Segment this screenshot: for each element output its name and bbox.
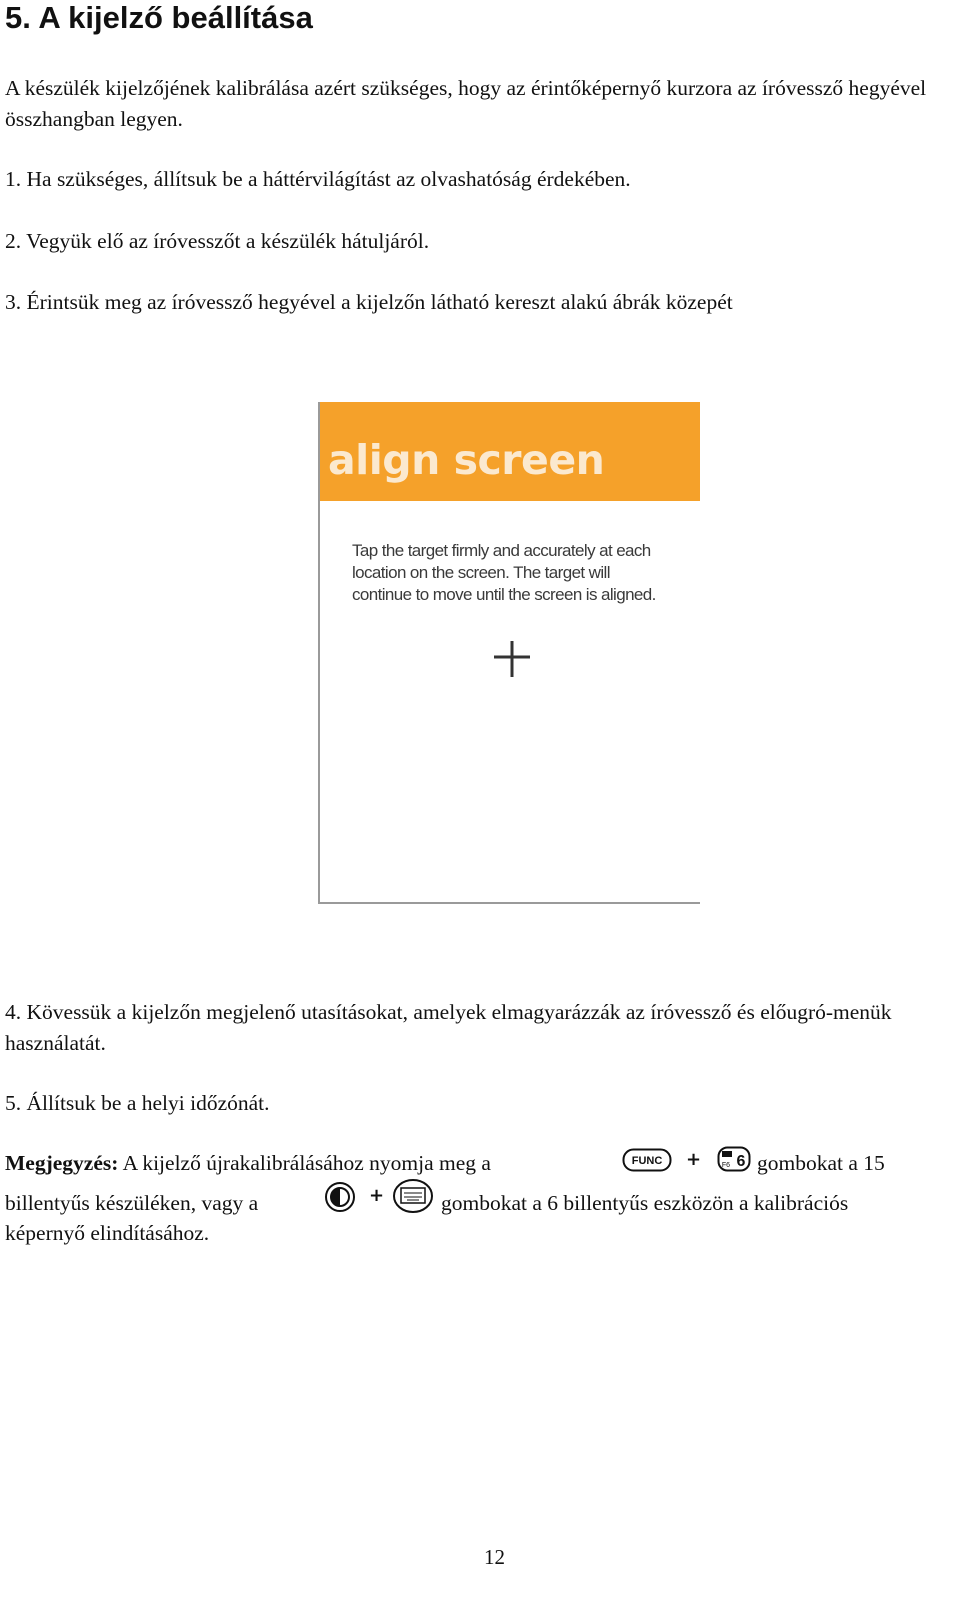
- note-text-1: A kijelző újrakalibrálásához nyomja meg a: [122, 1151, 491, 1175]
- align-screen-title: align screen: [328, 436, 605, 484]
- plus-sign-2: +: [369, 1185, 385, 1206]
- note-text-3: billentyűs készüléken, vagy a: [5, 1191, 259, 1215]
- f6-key-icon: [717, 1146, 751, 1172]
- page-number: 12: [484, 1545, 505, 1569]
- page-heading: 5. A kijelző beállítása: [5, 0, 313, 35]
- note-text-2: gombokat a 15: [757, 1151, 885, 1175]
- step-3: 3. Érintsük meg az íróvessző hegyével a kijelzőn látható kereszt alakú ábrák közepét: [5, 290, 733, 314]
- step-4: 4. Kövessük a kijelzőn megjelenő utasításokat, amelyek elmagyarázzák az íróvessző és előugró-menük használatát.: [5, 1000, 892, 1055]
- contrast-key-icon: [324, 1181, 356, 1213]
- keyboard-key-icon: [392, 1178, 434, 1214]
- func-key-label: FUNC: [631, 1155, 663, 1167]
- note-text-5: képernyő elindításához.: [5, 1221, 210, 1245]
- f6-key-label: 6: [736, 1153, 746, 1170]
- note-text-4: gombokat a 6 billentyűs eszközön a kalibrációs: [441, 1191, 849, 1215]
- align-screen-instruction: Tap the target firmly and accurately at each location on the screen. The target will continue to move until the screen is aligned.: [352, 541, 656, 604]
- align-screen-header: [320, 402, 700, 501]
- crosshair-icon: [492, 639, 532, 679]
- plus-sign-1: +: [686, 1149, 702, 1170]
- align-screen-screenshot: [318, 402, 700, 904]
- step-2: 2. Vegyük elő az íróvesszőt a készülék hátuljáról.: [5, 229, 430, 253]
- step-1: 1. Ha szükséges, állítsuk be a háttérvilágítást az olvashatóság érdekében.: [5, 167, 631, 191]
- f6-key-small-label: F6: [721, 1162, 731, 1169]
- intro-paragraph: A készülék kijelzőjének kalibrálása azért szükséges, hogy az érintőképernyő kurzora az íróvessző hegyével összhangban legyen.: [5, 76, 927, 131]
- note-line-1: [5, 1148, 491, 1179]
- step-5: 5. Állítsuk be a helyi időzónát.: [5, 1091, 270, 1115]
- note-label: Megjegyzés:: [5, 1151, 119, 1175]
- func-key-icon: [622, 1148, 672, 1172]
